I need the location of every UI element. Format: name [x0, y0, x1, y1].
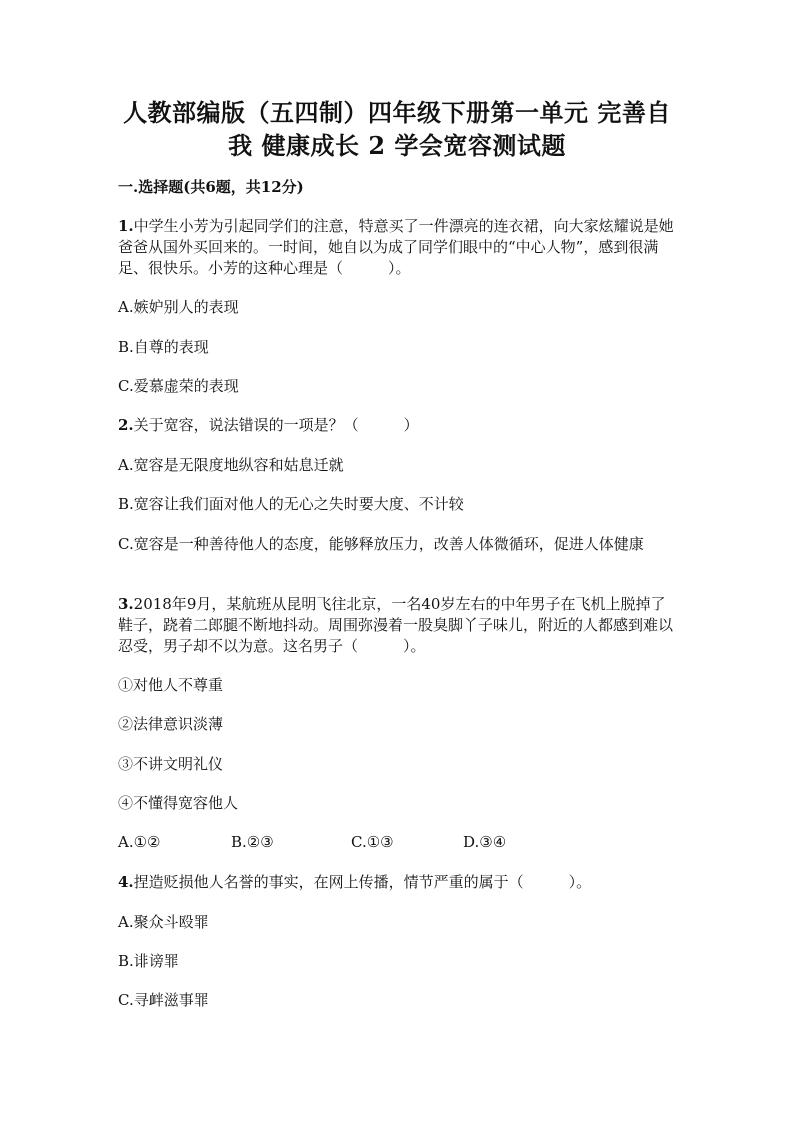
question-1-option-c: C.爱慕虚荣的表现 — [118, 377, 239, 395]
title-line-1: 人教部编版（五四制）四年级下册第一单元 完善自 — [123, 98, 671, 127]
question-2-option-a: A.宽容是无限度地纵容和姑息迁就 — [118, 456, 344, 474]
question-3-option-d: D.③④ — [463, 833, 507, 851]
question-text: 关于宽容，说法错误的一项是？（ ） — [133, 416, 419, 434]
question-1-option-a: A.嫉妒别人的表现 — [118, 298, 239, 316]
question-2-option-c: C.宽容是一种善待他人的态度，能够释放压力，改善人体微循环，促进人体健康 — [118, 535, 644, 553]
question-text: 2018年9月，某航班从昆明飞往北京，一名40岁左右的中年男子在飞机上脱掉了鞋子，跷着二郎腿不断地抖动。周围弥漫着一股臭脚丫子味儿，附近的人都感到难以忍受，男子却不以为意。这名男子（ ）。 — [118, 595, 674, 655]
question-4-option-c: C.寻衅滋事罪 — [118, 991, 209, 1009]
question-number: 2. — [118, 416, 134, 434]
question-4-option-a: A.聚众斗殴罪 — [118, 913, 209, 931]
question-number: 3. — [118, 595, 134, 613]
question-1-stem — [118, 216, 678, 279]
page-title — [110, 96, 684, 162]
section-heading: 一.选择题(共6题，共12分) — [118, 178, 304, 196]
question-3-item-4: ④不懂得宽容他人 — [118, 794, 239, 812]
question-1-option-b: B.自尊的表现 — [118, 338, 209, 356]
question-number: 4. — [118, 873, 134, 891]
question-text: 捏造贬损他人名誉的事实，在网上传播，情节严重的属于（ ）。 — [133, 873, 592, 891]
question-3-stem — [118, 594, 678, 657]
question-2-stem — [118, 415, 678, 436]
question-3-item-1: ①对他人不尊重 — [118, 676, 224, 694]
question-3-options — [118, 832, 678, 854]
question-2-option-b: B.宽容让我们面对他人的无心之失时要大度、不计较 — [118, 495, 464, 513]
question-3-option-c: C.①③ — [351, 833, 394, 851]
question-4-stem — [118, 872, 678, 893]
question-number: 1. — [118, 217, 134, 235]
question-3-item-3: ③不讲文明礼仪 — [118, 755, 224, 773]
question-3-option-a: A.①② — [118, 833, 161, 851]
question-3-item-2: ②法律意识淡薄 — [118, 715, 224, 733]
question-3-option-b: B.②③ — [231, 833, 274, 851]
question-text: 中学生小芳为引起同学们的注意，特意买了一件漂亮的连衣裙，向大家炫耀说是她爸爸从国外买回来的。一时间，她自以为成了同学们眼中的“中心人物”，感到很满足、很快乐。小芳的这种心理是（ ）。 — [118, 217, 674, 277]
question-4-option-b: B.诽谤罪 — [118, 952, 179, 970]
title-line-2: 我 健康成长 2 学会宽容测试题 — [228, 131, 566, 160]
